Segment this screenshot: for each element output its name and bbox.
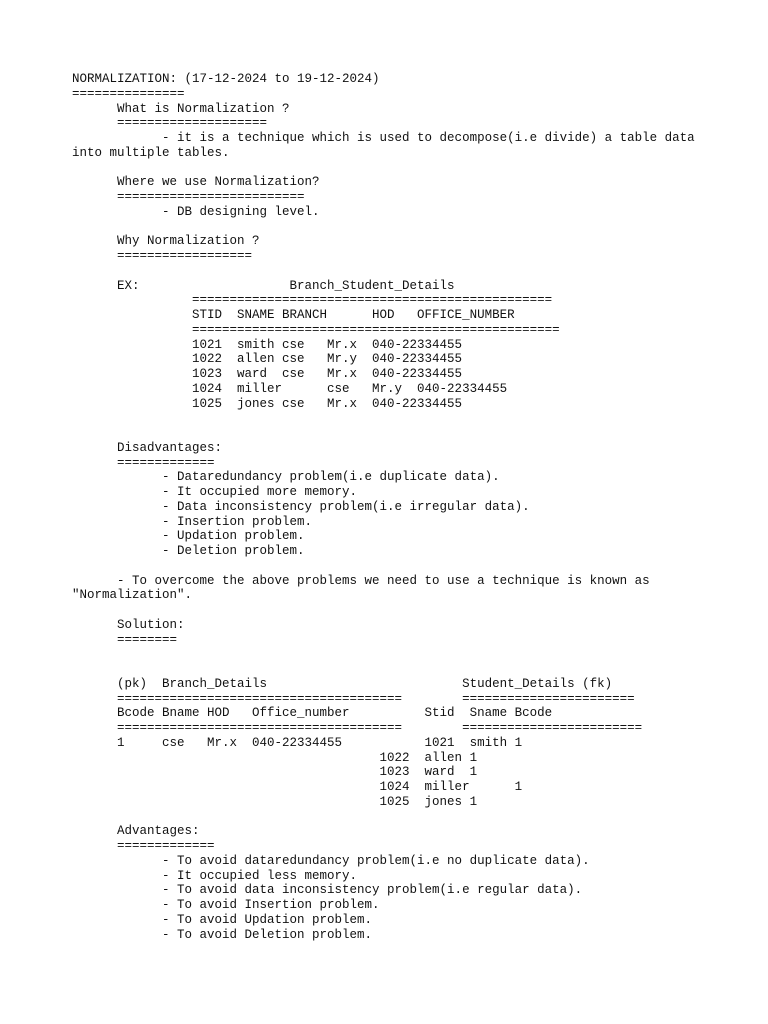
- document-line: Where we use Normalization?: [72, 175, 320, 190]
- document-line: [72, 411, 712, 426]
- document-line: 1024 miller cse Mr.y 040-22334455: [72, 381, 508, 396]
- document-line: - It occupied more memory.: [72, 485, 358, 499]
- document-line: 1025 jones cse Mr.x 040-22334455: [72, 396, 463, 411]
- document-line: [72, 264, 712, 279]
- document-page: [72, 72, 712, 942]
- document-line: 1022 allen cse Mr.y 040-22334455: [72, 352, 463, 367]
- document-line: - Deletion problem.: [72, 544, 305, 558]
- document-line: [72, 559, 712, 574]
- document-line: - Insertion problem.: [72, 514, 313, 529]
- document-line: ==================: [72, 249, 253, 263]
- document-line: [72, 647, 712, 662]
- document-line: Disadvantages:: [72, 440, 223, 455]
- document-line: What is Normalization ?: [72, 101, 290, 116]
- document-line: - To avoid Insertion problem.: [72, 898, 380, 912]
- document-line: - DB designing level.: [72, 204, 320, 219]
- document-line: - To avoid Deletion problem.: [72, 927, 373, 942]
- document-line: 1025 jones 1: [72, 794, 478, 809]
- document-line: [72, 603, 712, 618]
- document-line: 1024 miller 1: [72, 780, 523, 794]
- document-line: 1023 ward cse Mr.x 040-22334455: [72, 367, 463, 381]
- document-line: [72, 662, 712, 677]
- document-line: ===============: [72, 86, 185, 101]
- document-body: [72, 72, 712, 942]
- document-line: 1022 allen 1: [72, 750, 478, 765]
- document-line: - Data inconsistency problem(i.e irregular data).: [72, 499, 530, 514]
- document-line: ====================================== =======================: [72, 691, 635, 706]
- document-line: =============: [72, 839, 215, 853]
- document-line: Solution:: [72, 617, 185, 632]
- document-line: ====================================== ========================: [72, 721, 643, 735]
- document-line: - To avoid Updation problem.: [72, 912, 373, 927]
- document-line: - To avoid data inconsistency problem(i.e regular data).: [72, 883, 583, 898]
- document-line: (pk) Branch_Details Student_Details (fk): [72, 676, 613, 691]
- document-line: STID SNAME BRANCH HOD OFFICE_NUMBER: [72, 308, 515, 322]
- document-line: =================================================: [72, 322, 560, 337]
- document-line: [72, 220, 712, 235]
- document-line: 1023 ward 1: [72, 765, 478, 780]
- document-line: - Dataredundancy problem(i.e duplicate data).: [72, 470, 500, 485]
- document-line: into multiple tables.: [72, 145, 230, 160]
- document-line: =============: [72, 455, 215, 470]
- document-line: Bcode Bname HOD Office_number Stid Sname Bcode: [72, 706, 553, 721]
- document-line: EX: Branch_Student_Details: [72, 278, 455, 293]
- document-line: NORMALIZATION: (17-12-2024 to 19-12-2024): [72, 72, 380, 86]
- document-line: - To avoid dataredundancy problem(i.e no duplicate data).: [72, 853, 590, 868]
- document-line: 1021 smith cse Mr.x 040-22334455: [72, 337, 463, 352]
- document-line: [72, 810, 712, 825]
- document-line: - Updation problem.: [72, 529, 305, 544]
- document-line: =========================: [72, 190, 305, 204]
- document-line: ====================: [72, 116, 268, 131]
- document-line: - It occupied less memory.: [72, 868, 358, 883]
- document-line: [72, 161, 712, 176]
- document-line: ========: [72, 632, 178, 647]
- document-line: ================================================: [72, 293, 553, 308]
- document-line: - To overcome the above problems we need to use a technique is known as: [72, 573, 650, 588]
- document-line: [72, 426, 712, 441]
- document-line: "Normalization".: [72, 588, 193, 603]
- document-line: - it is a technique which is used to decompose(i.e divide) a table data: [72, 131, 695, 145]
- document-line: 1 cse Mr.x 040-22334455 1021 smith 1: [72, 735, 523, 750]
- document-line: Advantages:: [72, 824, 200, 839]
- document-line: Why Normalization ?: [72, 234, 260, 249]
